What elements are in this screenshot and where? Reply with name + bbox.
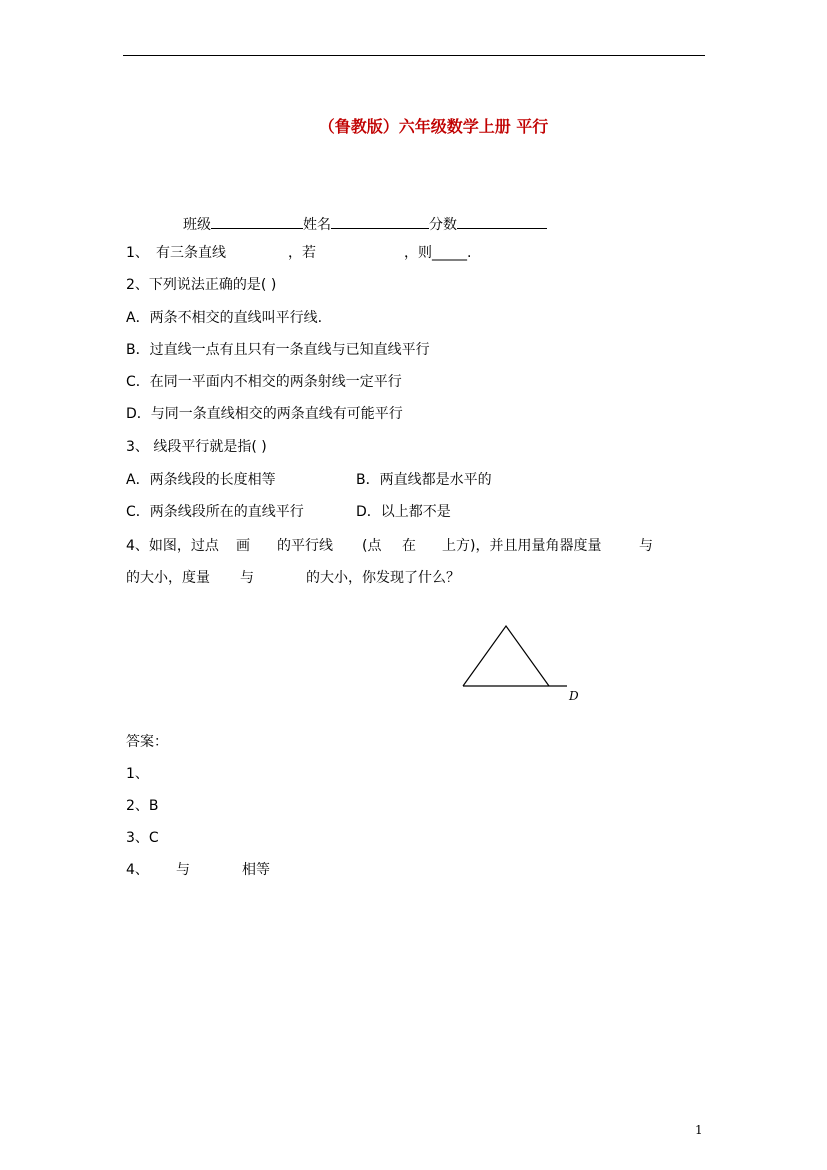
class-label: 班级: [183, 217, 211, 233]
class-blank: [211, 214, 303, 229]
q4-line1-g: 与: [639, 538, 653, 554]
q2-option-a: A．两条不相交的直线叫平行线.: [126, 310, 323, 326]
answers-heading: 答案：: [126, 734, 168, 750]
score-label: 分数: [429, 217, 457, 233]
q4-line1-e: 在: [402, 538, 416, 554]
q4-line1-f: 上方)，并且用量角器度量: [442, 538, 602, 554]
triangle-figure: [455, 618, 595, 708]
q3-option-d: D．以上都不是: [356, 504, 451, 520]
q3-option-c: C．两条线段所在的直线平行: [126, 504, 304, 520]
q4-line2-c: 的大小，你发现了什么？: [306, 570, 460, 586]
q1-text-c: ，则_____.: [404, 245, 472, 261]
q1-text-b: ，若: [288, 245, 316, 261]
name-label: 姓名: [303, 217, 331, 233]
q2-option-c: C．在同一平面内不相交的两条射线一定平行: [126, 374, 402, 390]
q2-option-b: B．过直线一点有且只有一条直线与已知直线平行: [126, 342, 430, 358]
page-number: 1: [695, 1123, 703, 1137]
name-blank: [331, 214, 429, 229]
q3-option-a: A．两条线段的长度相等: [126, 472, 276, 488]
q4-line1-c: 的平行线: [277, 538, 333, 554]
triangle-sides: [463, 626, 549, 686]
answer-4-c: 相等: [242, 862, 270, 878]
q3-option-b: B．两直线都是水平的: [356, 472, 492, 488]
q4-line1-a: 4、如图，过点: [126, 538, 219, 554]
point-d-label: D: [569, 689, 579, 703]
answer-3: 3、C: [126, 830, 159, 846]
q1-text-a: 有三条直线: [156, 245, 226, 261]
page-title: （鲁教版）六年级数学上册 平行: [318, 117, 549, 136]
q2-option-d: D．与同一条直线相交的两条直线有可能平行: [126, 406, 403, 422]
answer-4-a: 4、: [126, 862, 149, 878]
student-info-line: [183, 214, 547, 234]
q4-line2-a: 的大小，度量: [126, 570, 210, 586]
q4-line1-b: 画: [236, 538, 250, 554]
answer-1: 1、: [126, 766, 149, 782]
q2-stem: 2、下列说法正确的是( ): [126, 277, 277, 293]
score-blank: [457, 214, 547, 229]
header-rule: [123, 55, 705, 56]
answer-4-b: 与: [176, 862, 190, 878]
q4-line2-b: 与: [240, 570, 254, 586]
answer-2: 2、B: [126, 798, 159, 814]
q1-number: 1、: [126, 245, 149, 261]
q4-line1-d: (点: [362, 538, 382, 554]
q3-stem: 3、 线段平行就是指( ): [126, 439, 267, 455]
